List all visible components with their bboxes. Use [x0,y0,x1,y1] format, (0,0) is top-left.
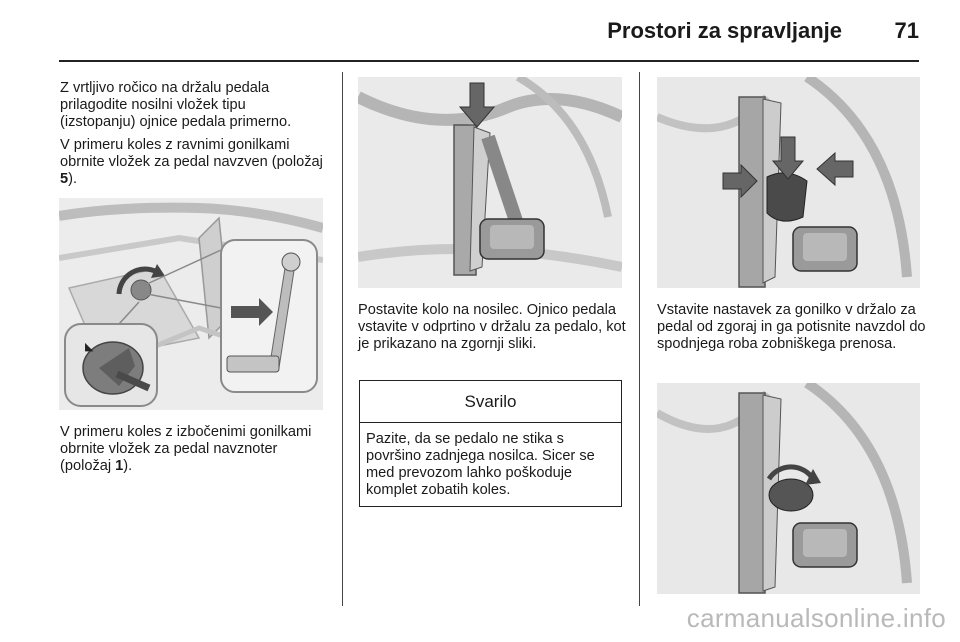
header-rule [59,60,919,62]
instruction-flat-cranks [60,137,330,188]
instruction-adjust-insert: Z vrtljivo ročico na držalu pedala prilagodite nosilni vložek tipu (izstopanju) ojnice pedala primerno. [60,80,292,130]
position-number-5: 5 [60,171,69,187]
page-title: Prostori za spravljanje [607,18,842,43]
page-number: 71 [894,18,919,43]
illustration-attachment-seated [657,383,920,594]
position-number-1: 1 [115,458,124,474]
instruction-place-bike: Postavite kolo na nosilec. Ojnico pedala vstavite v odprtino v držalu za pedalo, kot je prikazano na zgornji sliki. [358,302,626,352]
instruction-curved-cranks [60,424,330,475]
instruction-curved-cranks-end: ). [123,458,133,474]
warning-box [359,380,622,507]
illustration-crank-insert [358,77,622,288]
warning-title: Svarilo [360,381,621,423]
column-divider-right [639,72,640,606]
warning-body: Pazite, da se pedalo ne stika s površino zadnjega nosilca. Sicer se med prevozom lahko poškoduje komplet zobatih koles. [366,431,595,498]
column-divider-left [342,72,343,606]
illustration-pedal-holder-knob [59,198,323,410]
instruction-curved-cranks-text: V primeru koles z izbočenimi gonilkami obrnite vložek za pedal navznoter (položaj [60,424,312,474]
instruction-insert-attachment: Vstavite nastavek za gonilko v držalo za pedal od zgoraj in ga potisnite navzdol do spodnjega roba zobniškega prenosa. [657,302,926,352]
instruction-flat-cranks-text: V primeru koles z ravnimi gonilkami obrnite vložek za pedal navzven (položaj [60,137,323,170]
position-marker-text: ◣ [85,341,94,353]
watermark-text: carmanualsonline.info [686,603,946,633]
illustration-attachment-insert [657,77,920,288]
instruction-flat-cranks-end: ). [68,171,78,187]
